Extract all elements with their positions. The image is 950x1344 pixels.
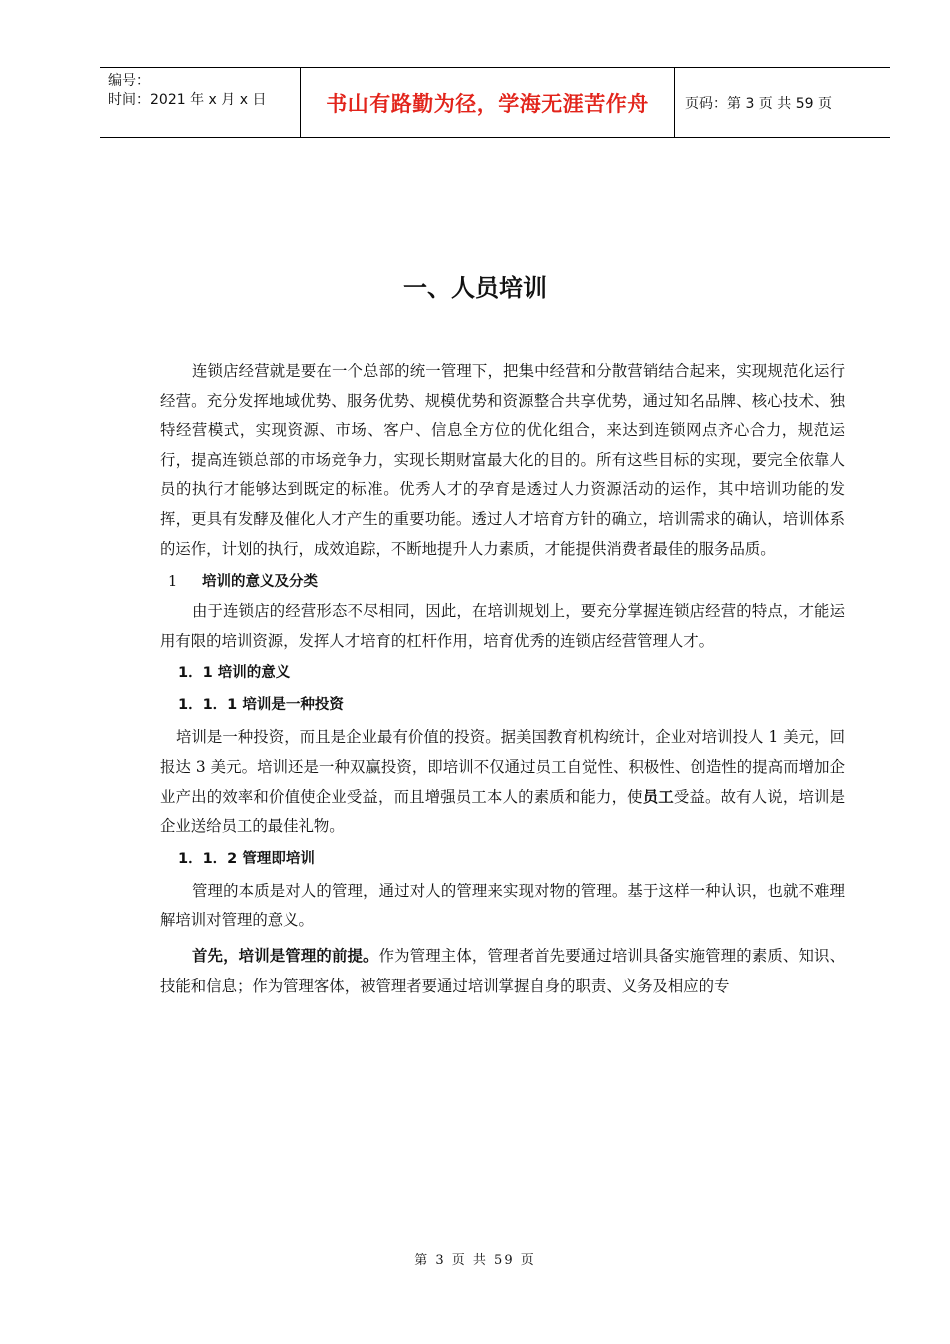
page-title: 一、人员培训 — [403, 274, 547, 302]
header-meta-cell — [100, 68, 301, 137]
investment-paragraph — [160, 723, 845, 841]
date-label: 时间：2021 年 x 月 x 日 — [108, 92, 267, 108]
subsection-heading-1-1: 1．1 培训的意义 — [178, 665, 291, 682]
page-code: 页码：第 3 页 共 59 页 — [685, 95, 832, 112]
header-page-cell — [675, 68, 890, 137]
subsection-heading-1-1-2: 1．1．2 管理即培训 — [178, 850, 315, 867]
investment-bold-text: 员工 — [642, 787, 674, 806]
intro-paragraph: 连锁店经营就是要在一个总部的统一管理下，把集中经营和分散营销结合起来，实现规范化运行经营。充分发挥地域优势、服务优势、规模优势和资源整合共享优势，通过知名品牌、核心技术、独特经营模式，实现资源、市场、客户、信息全方位的优化组合，来达到连锁网点齐心合力，规范运行，提高连锁总部的市场竞争力，实现长期财富最大化的目的。所有这些目标的实现，要完全依靠人员的执行才能够达到既定的标准。优秀人才的孕育是透过人力资源活动的运作，其中培训功能的发挥，更具有发酵及催化人才产生的重要功能。透过人才培育方针的确立，培训需求的确认，培训体系的运作，计划的执行，成效追踪，不断地提升人力素质，才能提供消费者最佳的服务品质。 — [160, 362, 845, 558]
investment-text-b: 受益。故有人说，培训是企业送给员工的最佳礼物。 — [160, 787, 845, 836]
premise-paragraph — [160, 942, 845, 1001]
page-header — [100, 67, 890, 138]
header-motto-cell — [301, 68, 675, 137]
motto-text: 书山有路勤为径，学海无涯苦作舟 — [326, 91, 649, 116]
section-title: 培训的意义及分类 — [202, 574, 318, 591]
document-body — [160, 357, 845, 1001]
section1-paragraph: 由于连锁店的经营形态不尽相同，因此，在培训规划上，要充分掌握连锁店经营的特点，才能运用有限的培训资源，发挥人才培育的杠杆作用，培育优秀的连锁店经营管理人才。 — [160, 602, 845, 650]
premise-bold-text: 首先，培训是管理的前提。 — [192, 946, 379, 965]
section-heading-1 — [168, 570, 845, 591]
section-number: 1 — [168, 574, 178, 591]
page-footer: 第 3 页 共 59 页 — [414, 1253, 536, 1268]
number-label: 编号： — [108, 73, 150, 89]
management-paragraph: 管理的本质是对人的管理，通过对人的管理来实现对物的管理。基于这样一种认识，也就不难理解培训对管理的意义。 — [160, 881, 845, 930]
investment-text-a: 培训是一种投资，而且是企业最有价值的投资。据美国教育机构统计，企业对培训投人 1 美元，回报达 3 美元。培训还是一种双赢投资，即培训不仅通过员工自觉性、积极性、创造性的提高而增加企业产出的效率和价值使企业受益，而且增强员工本人的素质和能力，使 — [160, 728, 845, 806]
subsection-heading-1-1-1: 1．1．1 培训是一种投资 — [178, 697, 344, 714]
premise-text: 作为管理主体，管理者首先要通过培训具备实施管理的素质、知识、技能和信息；作为管理客体，被管理者要通过培训掌握自身的职责、义务及相应的专 — [160, 946, 845, 995]
